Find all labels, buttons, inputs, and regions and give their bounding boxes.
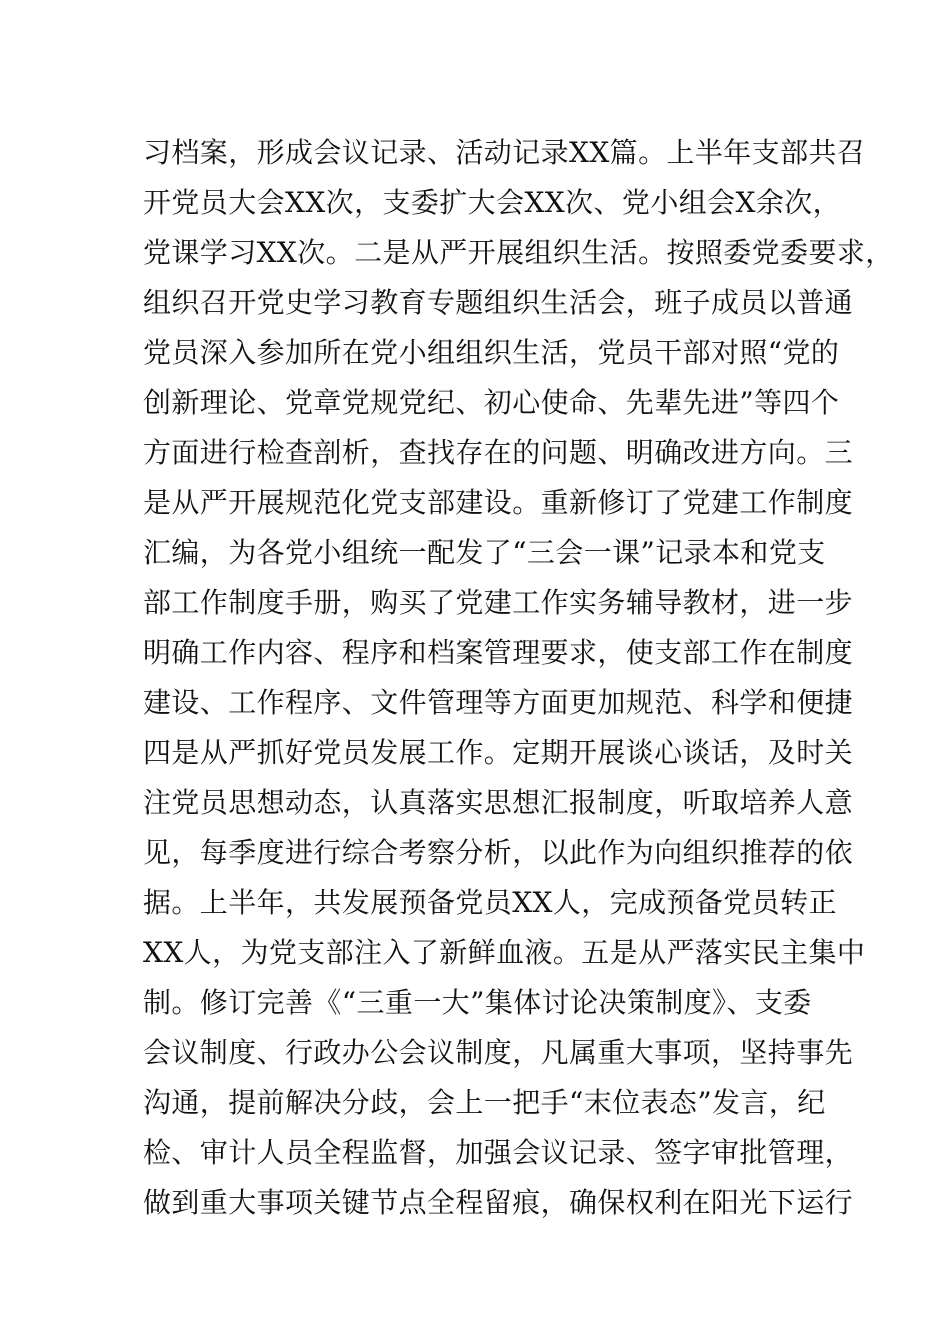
text-line: 部工作制度手册，购买了党建工作实务辅导教材，进一步: [143, 586, 854, 619]
text-line: 党课学习XX次。二是从严开展组织生活。按照委党委要求，: [143, 236, 894, 269]
text-line: 党员深入参加所在党小组组织生活，党员干部对照“党的: [143, 336, 840, 369]
text-line: 制。修订完善《“三重一大”集体讨论决策制度》、支委: [143, 986, 812, 1019]
text-line: 会议制度、行政办公会议制度，凡属重大事项，坚持事先: [143, 1036, 854, 1069]
text-line: 明确工作内容、程序和档案管理要求，使支部工作在制度: [143, 636, 854, 669]
text-line: 四是从严抓好党员发展工作。定期开展谈心谈话，及时关: [143, 736, 854, 769]
text-line: 沟通，提前解决分歧，会上一把手“末位表态”发言，纪: [143, 1086, 826, 1119]
text-line: 组织召开党史学习教育专题组织生活会，班子成员以普通: [143, 286, 854, 319]
text-line: 是从严开展规范化党支部建设。重新修订了党建工作制度: [143, 486, 854, 519]
text-line: XX人，为党支部注入了新鲜血液。五是从严落实民主集中: [143, 936, 866, 969]
text-line: 检、审计人员全程监督，加强会议记录、签字审批管理，: [143, 1136, 854, 1169]
text-line: 做到重大事项关键节点全程留痕，确保权利在阳光下运行: [143, 1186, 854, 1219]
text-line: 见，每季度进行综合考察分析，以此作为向组织推荐的依: [143, 836, 854, 869]
body-text: [143, 128, 894, 1228]
text-line: 汇编，为各党小组统一配发了“三会一课”记录本和党支: [143, 536, 826, 569]
text-line: 创新理论、党章党规党纪、初心使命、先辈先进”等四个: [143, 386, 840, 419]
text-line: 建设、工作程序、文件管理等方面更加规范、科学和便捷: [143, 686, 854, 719]
text-line: 方面进行检查剖析，查找存在的问题、明确改进方向。三: [143, 436, 854, 469]
text-line: 习档案，形成会议记录、活动记录XX篇。上半年支部共召: [143, 136, 866, 169]
text-line: 开党员大会XX次，支委扩大会XX次、党小组会X余次，: [143, 186, 842, 219]
text-line: 注党员思想动态，认真落实思想汇报制度，听取培养人意: [143, 786, 854, 819]
text-line: 据。上半年，共发展预备党员XX人，完成预备党员转正: [143, 886, 837, 919]
